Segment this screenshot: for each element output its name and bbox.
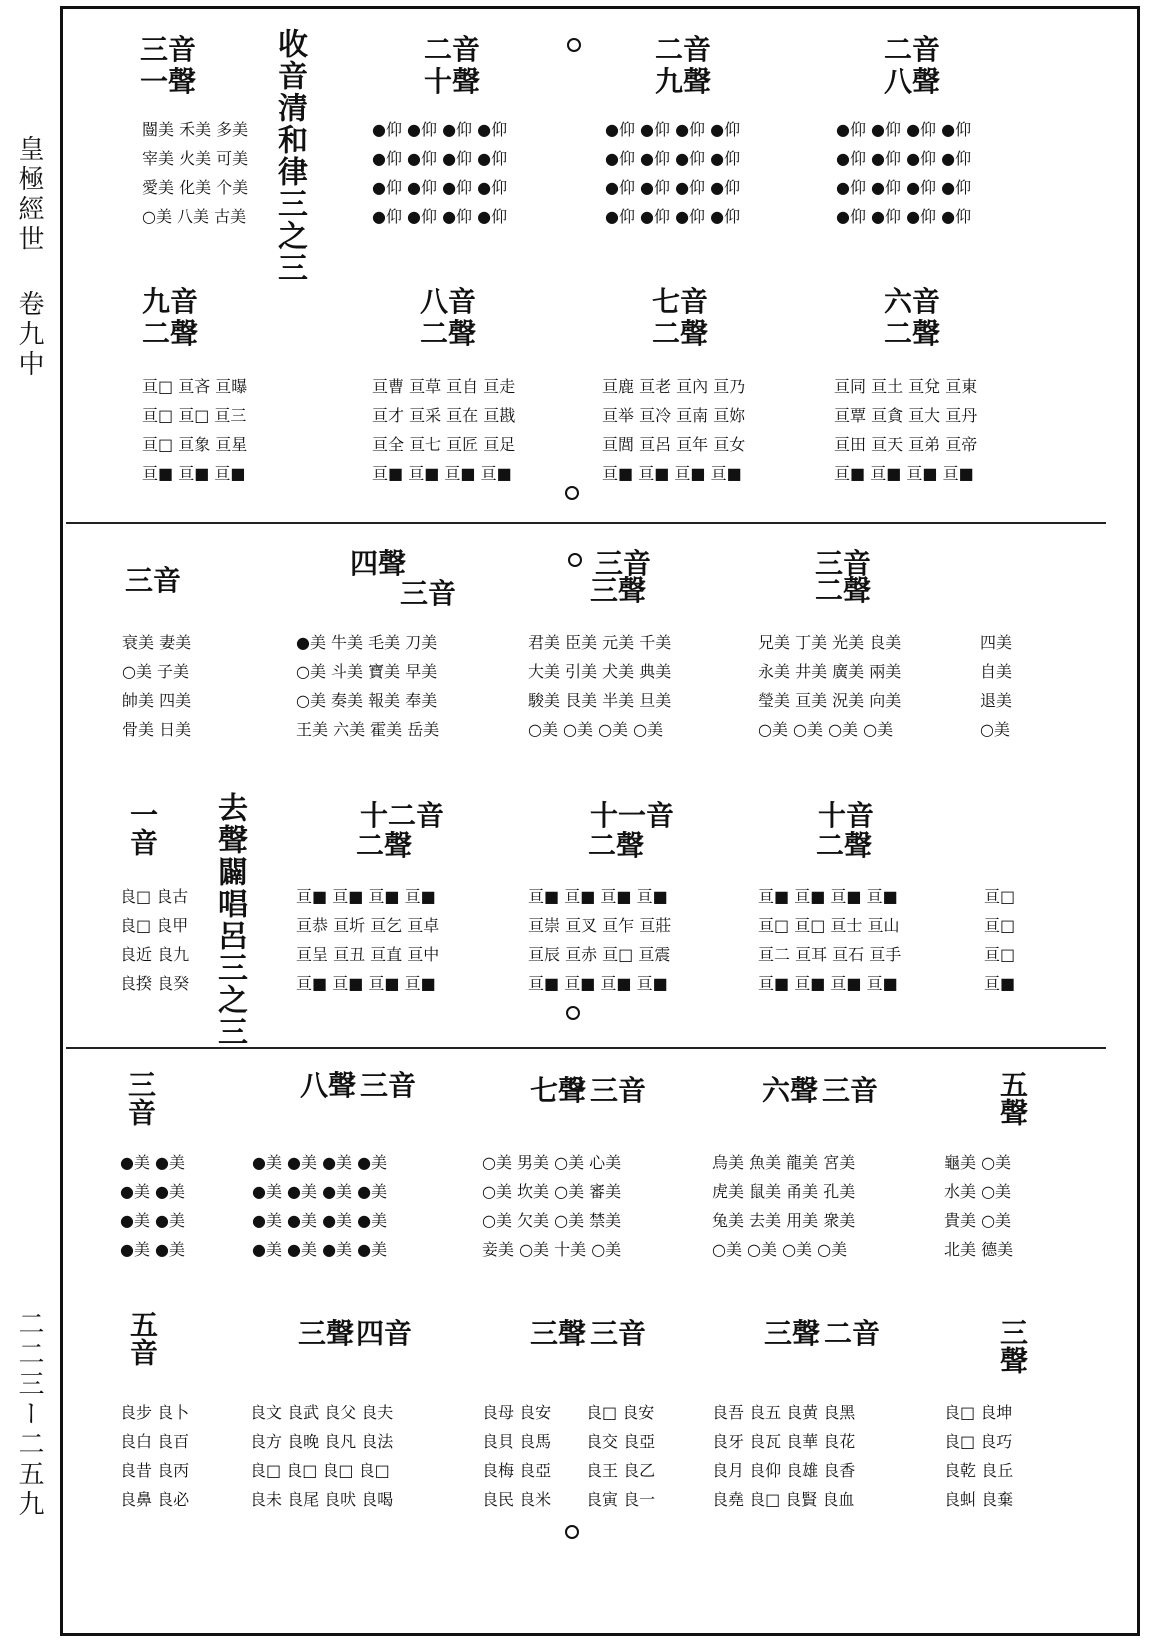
- sec2-g3-yin: 三音: [815, 547, 872, 580]
- sec1-g6-row: 亘鹿 亘老 亘內 亘乃: [602, 377, 746, 396]
- sec1-g3-sheng: 八聲: [884, 65, 941, 98]
- sec3-g9-row: 良吾 良五 良黄 良黑: [712, 1403, 856, 1422]
- sec3-g3-yin: 三音: [822, 1074, 879, 1107]
- circle-marker: [565, 486, 579, 500]
- sec3-g6-row: 良文 良武 良父 良夫: [250, 1403, 394, 1422]
- sec1-g3-yin: 二音: [884, 33, 941, 66]
- sec3-g9-sheng: 三聲: [764, 1317, 821, 1350]
- sec2-g2-yin: 三音: [595, 547, 652, 580]
- sec1-g5-yin: 八音: [420, 285, 477, 318]
- sec1-g1-sheng: 十聲: [424, 65, 481, 98]
- sec2-g2-row: 大美 引美 犬美 典美: [528, 662, 672, 681]
- sec3-g1-sheng: 八聲: [300, 1069, 357, 1102]
- sec3-g2-row: ○美 坎美 ○美 審美: [482, 1182, 622, 1201]
- sec3-g2-sheng: 七聲: [530, 1074, 587, 1107]
- sec3-g0-row: ●美 ●美: [120, 1240, 186, 1259]
- sec1-g5-row: 亘曹 亘草 亘自 亘走: [372, 377, 516, 396]
- sec3-g9-yin: 二音: [824, 1317, 881, 1350]
- sec1-g4-row: 亘□ 亘吝 亘曝: [142, 377, 248, 396]
- page-number: 二二三ー二五九: [14, 1310, 44, 1520]
- sec3-g7-yin: 三音: [590, 1317, 647, 1350]
- sec1-g7-row: 亘同 亘土 亘兌 亘東: [834, 377, 978, 396]
- sec3-g2-row: ○美 男美 ○美 心美: [482, 1153, 622, 1172]
- sec2-g8-sheng: 二聲: [816, 829, 873, 862]
- sec1-g5-row: 亘全 亘七 亘匠 亘足: [372, 435, 516, 454]
- sec1-g2-sheng: 九聲: [655, 65, 712, 98]
- sec3-g10-row: 良□ 良坤: [944, 1403, 1013, 1422]
- sec3-g6-row: 良方 良晚 良凡 良法: [250, 1432, 394, 1451]
- sec2-g6-row: 亘■ 亘■ 亘■ 亘■: [296, 887, 436, 906]
- section-divider-1: [66, 522, 1106, 524]
- sec1-g1-row: ●仰 ●仰 ●仰 ●仰: [372, 207, 508, 226]
- sec2-g3-sheng: 二聲: [815, 574, 872, 607]
- sec3-g0-row: ●美 ●美: [120, 1182, 186, 1201]
- sec1-g1-row: ●仰 ●仰 ●仰 ●仰: [372, 149, 508, 168]
- sec3-g5-row: 良昔 良丙: [120, 1461, 190, 1480]
- sec2-g9-row: 亘■: [984, 974, 1016, 993]
- sec3-g6-row: 良□ 良□ 良□ 良□: [250, 1461, 390, 1480]
- sec2-g5-row: 良□ 良古: [120, 887, 189, 906]
- sec2-g4-row: 自美: [980, 662, 1013, 681]
- sec2-g9-row: 亘□: [984, 916, 1016, 935]
- sec1-g3-row: ●仰 ●仰 ●仰 ●仰: [836, 149, 972, 168]
- sec3-g3-row: 兔美 去美 用美 衆美: [712, 1211, 856, 1230]
- sec1-g0-row: 愛美 化美 个美: [142, 178, 249, 197]
- sec2-g3-row: 永美 井美 廣美 兩美: [758, 662, 902, 681]
- sec3-g8-row: 良交 良亞: [586, 1432, 656, 1451]
- sec1-g2-yin: 二音: [655, 33, 712, 66]
- sec1-g7-row: 亘田 亘天 亘弟 亘帝: [834, 435, 978, 454]
- sec1-g3-row: ●仰 ●仰 ●仰 ●仰: [836, 207, 972, 226]
- sec3-g0-yin: 三音: [124, 1070, 157, 1126]
- sec1-g7-yin: 六音: [884, 285, 941, 318]
- sec2-g2-sheng: 三聲: [590, 574, 647, 607]
- sec1-g3-row: ●仰 ●仰 ●仰 ●仰: [836, 120, 972, 139]
- sec1-g7-row: 亘覃 亘貪 亘大 亘丹: [834, 406, 978, 425]
- sec3-g1-yin: 三音: [360, 1069, 417, 1102]
- sec1-g2-row: ●仰 ●仰 ●仰 ●仰: [605, 149, 741, 168]
- sec3-g0-row: ●美 ●美: [120, 1211, 186, 1230]
- sec2-g9-row: 亘□: [984, 945, 1016, 964]
- sec2-g8-row: 亘■ 亘■ 亘■ 亘■: [758, 974, 898, 993]
- sec1-g5-row: 亘才 亘采 亘在 亘戡: [372, 406, 516, 425]
- sec2-g6-sheng: 二聲: [356, 829, 413, 862]
- sec2-g1-sheng: 四聲: [350, 547, 407, 580]
- sec3-g10-row: 良乾 良丘: [944, 1461, 1014, 1480]
- sec2-g8-yin: 十音: [818, 799, 875, 832]
- sec1-g0-row: 宰美 火美 可美: [142, 149, 249, 168]
- sec2-g7-row: 亘辰 亘赤 亘□ 亘震: [528, 945, 671, 964]
- sec2-g9-row: 亘□: [984, 887, 1016, 906]
- sec3-g3-row: ○美 ○美 ○美 ○美: [712, 1240, 848, 1259]
- sec3-g1-row: ●美 ●美 ●美 ●美: [252, 1182, 388, 1201]
- circle-marker: [566, 1006, 580, 1020]
- sec3-g0-row: ●美 ●美: [120, 1153, 186, 1172]
- sec3-g10-row: 良□ 良巧: [944, 1432, 1013, 1451]
- chapter-label: 卷九中: [14, 290, 44, 380]
- sec3-g3-row: 虎美 鼠美 甬美 孔美: [712, 1182, 856, 1201]
- sec3-g9-row: 良月 良仰 良雄 良香: [712, 1461, 856, 1480]
- sec2-g5-row: 良近 良九: [120, 945, 190, 964]
- sec2-g3-row: 瑩美 亘美 況美 向美: [758, 691, 902, 710]
- sec3-g4-sheng: 五聲: [996, 1070, 1029, 1126]
- sec2-g4-row: 四美: [980, 633, 1013, 652]
- circle-marker: [567, 38, 581, 52]
- sec2-g7-row: 亘■ 亘■ 亘■ 亘■: [528, 887, 668, 906]
- sec1-g4-row: 亘□ 亘象 亘星: [142, 435, 248, 454]
- sec3-g8-row: 良□ 良安: [586, 1403, 655, 1422]
- sec3-g1-row: ●美 ●美 ●美 ●美: [252, 1240, 388, 1259]
- sec1-g7-sheng: 二聲: [884, 317, 941, 350]
- sec2-g0-row: 衰美 妻美: [122, 633, 192, 652]
- sec3-g6-sheng: 三聲: [298, 1317, 355, 1350]
- sec1-g0-row: 闓美 禾美 多美: [142, 120, 249, 139]
- sec3-g3-row: 烏美 魚美 龍美 宮美: [712, 1153, 856, 1172]
- sec1-g6-yin: 七音: [652, 285, 709, 318]
- circle-marker: [568, 553, 582, 567]
- sec2-g3-row: 兄美 丁美 光美 良美: [758, 633, 902, 652]
- sec1-g0-yin: 三音: [140, 33, 197, 66]
- sec3-g10-sheng: 三聲: [996, 1318, 1029, 1374]
- sec3-g4-row: 龜美 ○美: [944, 1153, 1012, 1172]
- sec2-g6-row: 亘■ 亘■ 亘■ 亘■: [296, 974, 436, 993]
- sec3-g8-row: 良王 良乙: [586, 1461, 656, 1480]
- sec3-g9-row: 良牙 良瓦 良華 良花: [712, 1432, 856, 1451]
- sec2-g6-row: 亘恭 亘圻 亘乞 亘卓: [296, 916, 440, 935]
- sec1-g1-yin: 二音: [424, 33, 481, 66]
- sec2-g3-row: ○美 ○美 ○美 ○美: [758, 720, 894, 739]
- sec2-g5-row: 良揆 良癸: [120, 974, 190, 993]
- sec3-g4-row: 水美 ○美: [944, 1182, 1012, 1201]
- sec1-g6-sheng: 二聲: [652, 317, 709, 350]
- sec3-g10-row: 良虯 良棄: [944, 1490, 1014, 1509]
- sec1-g0-row: ○美 八美 古美: [142, 207, 247, 226]
- sec1-g1-row: ●仰 ●仰 ●仰 ●仰: [372, 178, 508, 197]
- sec1-g6-row: 亘閭 亘呂 亘年 亘女: [602, 435, 746, 454]
- sec2-g7-row: 亘■ 亘■ 亘■ 亘■: [528, 974, 668, 993]
- sec1-g2-row: ●仰 ●仰 ●仰 ●仰: [605, 178, 741, 197]
- sec1-g1-row: ●仰 ●仰 ●仰 ●仰: [372, 120, 508, 139]
- sec3-g6-yin: 四音: [356, 1317, 413, 1350]
- sec1-g4-row: 亘■ 亘■ 亘■: [142, 464, 246, 483]
- sec3-g2-yin: 三音: [590, 1074, 647, 1107]
- sec3-g5-row: 良鼻 良必: [120, 1490, 190, 1509]
- sec3-g7-sheng: 三聲: [530, 1317, 587, 1350]
- sidebar: [0, 0, 60, 1643]
- sec3-g4-row: 北美 德美: [944, 1240, 1014, 1259]
- sec2-g6-yin: 十二音: [360, 799, 445, 832]
- sec3-g4-row: 貴美 ○美: [944, 1211, 1012, 1230]
- sec3-g7-row: 良民 良米: [482, 1490, 552, 1509]
- sec2-g0-row: 帥美 四美: [122, 691, 192, 710]
- sec1-g2-row: ●仰 ●仰 ●仰 ●仰: [605, 207, 741, 226]
- sec3-g2-row: 妾美 ○美 十美 ○美: [482, 1240, 622, 1259]
- sec2-g4-row: 退美: [980, 691, 1013, 710]
- sec1-g2-row: ●仰 ●仰 ●仰 ●仰: [605, 120, 741, 139]
- sec3-g9-row: 良堯 良□ 良賢 良血: [712, 1490, 855, 1509]
- sec1-g4-sheng: 二聲: [142, 317, 199, 350]
- sec1-g4-row: 亘□ 亘□ 亘三: [142, 406, 247, 425]
- sec2-g1-row: ○美 奏美 報美 奉美: [296, 691, 438, 710]
- sec3-g1-row: ●美 ●美 ●美 ●美: [252, 1211, 388, 1230]
- sec3-g5-row: 良步 良卜: [120, 1403, 190, 1422]
- sec3-g2-row: ○美 欠美 ○美 禁美: [482, 1211, 622, 1230]
- sec2-g0-yin: 三音: [125, 564, 182, 597]
- sec3-g1-row: ●美 ●美 ●美 ●美: [252, 1153, 388, 1172]
- sec2-g8-row: 亘二 亘耳 亘石 亘手: [758, 945, 902, 964]
- circle-marker: [565, 1525, 579, 1539]
- sec3-g7-row: 良母 良安: [482, 1403, 552, 1422]
- sec3-g7-row: 良梅 良亞: [482, 1461, 552, 1480]
- section2-title: 去聲闢唱呂三之三: [212, 792, 247, 1048]
- sec2-g2-row: 君美 臣美 元美 千美: [528, 633, 672, 652]
- sec1-g7-row: 亘■ 亘■ 亘■ 亘■: [834, 464, 974, 483]
- sec1-g4-yin: 九音: [142, 285, 199, 318]
- sec2-g5-yin: 一音: [126, 800, 159, 856]
- sec2-g8-row: 亘□ 亘□ 亘士 亘山: [758, 916, 900, 935]
- sec1-g3-row: ●仰 ●仰 ●仰 ●仰: [836, 178, 972, 197]
- sec2-g5-row: 良□ 良甲: [120, 916, 189, 935]
- sec3-g7-row: 良貝 良馬: [482, 1432, 552, 1451]
- sec1-g6-row: 亘举 亘冷 亘南 亘妳: [602, 406, 746, 425]
- book-title: 皇極經世: [14, 135, 44, 255]
- sec1-g5-row: 亘■ 亘■ 亘■ 亘■: [372, 464, 512, 483]
- sec3-g6-row: 良未 良尾 良吠 良喝: [250, 1490, 394, 1509]
- sec2-g7-yin: 十一音: [590, 799, 675, 832]
- sec2-g2-row: 駿美 艮美 半美 旦美: [528, 691, 672, 710]
- sec1-g6-row: 亘■ 亘■ 亘■ 亘■: [602, 464, 742, 483]
- sec2-g0-row: 骨美 日美: [122, 720, 192, 739]
- sec3-g5-yin: 五音: [126, 1310, 159, 1366]
- sec2-g0-row: ○美 子美: [122, 662, 190, 681]
- sec2-g7-sheng: 二聲: [588, 829, 645, 862]
- sec2-g1-row: ●美 牛美 毛美 刀美: [296, 633, 438, 652]
- sec1-g0-sheng: 一聲: [140, 65, 197, 98]
- sec2-g4-row: ○美: [980, 720, 1010, 739]
- sec2-g2-row: ○美 ○美 ○美 ○美: [528, 720, 664, 739]
- section1-title: 收音清和律三之三: [272, 28, 307, 284]
- sec2-g7-row: 亘崇 亘叉 亘乍 亘莊: [528, 916, 672, 935]
- sec2-g8-row: 亘■ 亘■ 亘■ 亘■: [758, 887, 898, 906]
- sec2-g1-row: 王美 六美 霍美 岳美: [296, 720, 440, 739]
- sec2-g1-row: ○美 斗美 寶美 早美: [296, 662, 438, 681]
- sec1-g5-sheng: 二聲: [420, 317, 477, 350]
- sec3-g8-row: 良寅 良一: [586, 1490, 656, 1509]
- sec2-g1-yin: 三音: [400, 577, 457, 610]
- sec2-g6-row: 亘呈 亘丑 亘直 亘中: [296, 945, 440, 964]
- sec3-g3-sheng: 六聲: [762, 1074, 819, 1107]
- sec3-g5-row: 良白 良百: [120, 1432, 190, 1451]
